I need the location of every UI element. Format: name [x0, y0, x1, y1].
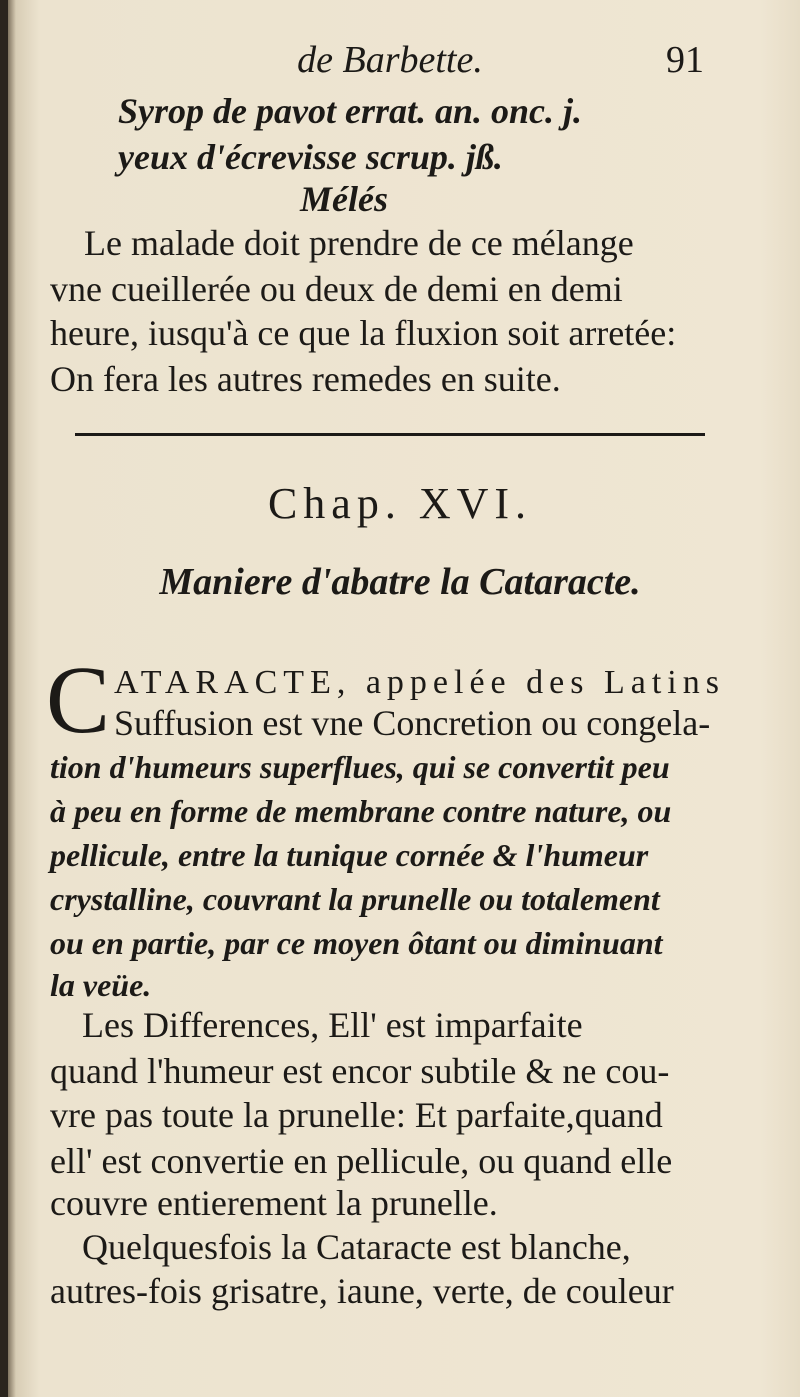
paragraph-1-line-4: On fera les autres remedes en suite.: [50, 359, 561, 399]
page-header: [0, 38, 800, 86]
body-line-15: autres-fois grisatre, iaune, verte, de couleur: [50, 1271, 674, 1311]
section-divider-rule: [75, 433, 705, 436]
body-line-12: ell' est convertie en pellicule, ou quand elle: [50, 1141, 673, 1181]
page-spine-shadow: [0, 0, 8, 1397]
body-line-6: crystalline, couvrant la prunelle ou totalement: [50, 881, 660, 917]
chapter-subtitle: Maniere d'abatre la Cataracte.: [159, 561, 641, 603]
paragraph-1-line-3: heure, iusqu'à ce que la fluxion soit arretée:: [50, 313, 677, 353]
paragraph-1-line-1: Le malade doit prendre de ce mélange: [84, 223, 634, 263]
body-line-9: Les Differences, Ell' est imparfaite: [82, 1005, 583, 1045]
body-line-8: la veüe.: [50, 967, 152, 1003]
body-line-1: ATARACTE, appelée des Latins: [114, 664, 725, 701]
body-line-14: Quelquesfois la Cataracte est blanche,: [82, 1227, 631, 1267]
body-line-10: quand l'humeur est encor subtile & ne cou-: [50, 1051, 670, 1091]
body-line-11: vre pas toute la prunelle: Et parfaite,quand: [50, 1095, 663, 1135]
body-line-2: Suffusion est vne Concretion ou congela-: [114, 703, 711, 743]
body-line-7: ou en partie, par ce moyen ôtant ou diminuant: [50, 925, 663, 961]
body-line-5: pellicule, entre la tunique cornée & l'humeur: [50, 837, 649, 873]
body-line-13: couvre entierement la prunelle.: [50, 1183, 498, 1223]
recipe-line-2: yeux d'écrevisse scrup. jß.: [118, 137, 503, 177]
running-title: de Barbette.: [297, 39, 483, 81]
drop-cap: C: [46, 646, 111, 753]
paragraph-1-line-2: vne cueillerée ou deux de demi en demi: [50, 269, 623, 309]
recipe-line-3: Mélés: [300, 179, 388, 219]
recipe-line-1: Syrop de pavot errat. an. onc. j.: [118, 91, 582, 131]
page-number: 91: [666, 39, 704, 81]
chapter-heading: Chap. XVI.: [267, 479, 533, 528]
body-line-4: à peu en forme de membrane contre nature, ou: [50, 793, 672, 829]
body-line-3: tion d'humeurs superflues, qui se convertit peu: [50, 749, 670, 785]
